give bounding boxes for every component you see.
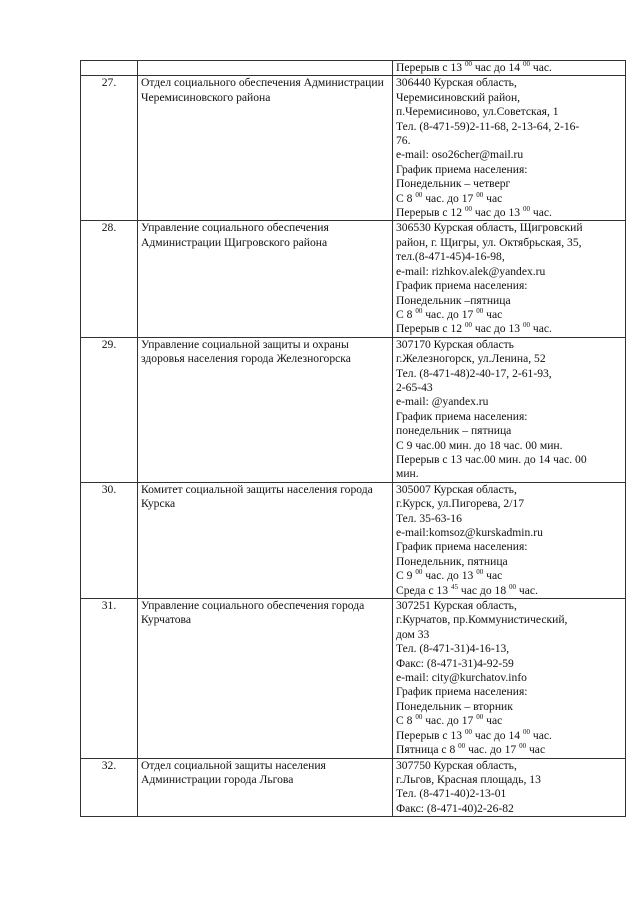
- organization-name-cell: Управление социальной защиты и охраны здоровья населения города Железногорска: [138, 337, 393, 482]
- contact-line: 76.: [396, 134, 411, 148]
- contact-line: Перерыв с 13 час.00 мин. до 14 час. 00: [396, 452, 587, 466]
- contact-info-cell: [393, 758, 626, 817]
- organization-name-cell: Комитет социальной защиты населения города Курска: [138, 482, 393, 598]
- contact-line: Тел. (8-471-59)2-11-68, 2-13-64, 2-16-: [396, 119, 580, 133]
- contact-line: 2-65-43: [396, 380, 433, 394]
- row-number-cell: 29.: [81, 337, 138, 482]
- contact-line: тел.(8-471-45)4-16-98,: [396, 250, 505, 264]
- contact-line: e-mail:komsoz@kurskadmin.ru: [396, 526, 543, 539]
- contact-info-cell: [393, 76, 626, 221]
- contact-info-cell: [393, 61, 626, 76]
- contact-line: Понедельник – вторник: [396, 699, 513, 713]
- organization-name-cell: Управление социального обеспечения Администрации Щигровского района: [138, 221, 393, 337]
- contact-line: понедельник – пятница: [396, 424, 512, 438]
- contact-line: График приема населения:: [396, 279, 528, 293]
- contact-line: г.Курск, ул.Пигорева, 2/17: [396, 497, 525, 511]
- contact-info-cell: [393, 482, 626, 598]
- contact-line: мин.: [396, 467, 419, 481]
- contact-line: Тел. (8-471-31)4-16-13,: [396, 642, 510, 656]
- row-number-cell: 32.: [81, 758, 138, 817]
- row-number-cell: [81, 61, 138, 76]
- contact-info-cell: [393, 337, 626, 482]
- contact-line: Тел. (8-471-40)2-13-01: [396, 787, 507, 801]
- contact-line: e-mail: rizhkov.alek@yandex.ru: [396, 264, 546, 278]
- row-number-cell: 30.: [81, 482, 138, 598]
- contact-info-cell: [393, 599, 626, 758]
- contact-line: район, г. Щигры, ул. Октябрьская, 35,: [396, 235, 582, 249]
- row-number-cell: 31.: [81, 599, 138, 758]
- contact-line: г.Железногорск, ул.Ленина, 52: [396, 352, 546, 366]
- contact-line: Понедельник – четверг: [396, 177, 511, 191]
- contact-line: График приема населения:: [396, 540, 528, 554]
- contact-line: 307251 Курская область,: [396, 599, 517, 613]
- contact-line: г.Льгов, Красная площадь, 13: [396, 772, 541, 786]
- contact-line: г.Курчатов, пр.Коммунистический,: [396, 613, 568, 627]
- contact-line: График приема населения:: [396, 685, 528, 699]
- contact-line: Пятница с 8 $^{00}$ час. до 17 $^{00}$ час: [396, 742, 546, 757]
- contact-line: Черемисиновский район,: [396, 90, 521, 104]
- contact-line: Тел. 35-63-16: [396, 511, 462, 525]
- table-row: [81, 76, 626, 221]
- contact-line: Перерыв с 13 $^{00}$ час до 14 $^{00}$ час.: [396, 727, 552, 742]
- contact-line: 306530 Курская область, Щигровский: [396, 221, 583, 235]
- contact-line: e-mail: city@kurchatov.info: [396, 671, 527, 685]
- table-row-continued: [81, 61, 626, 76]
- organization-name-cell: Отдел социального обеспечения Администрации Черемисиновского района: [138, 76, 393, 221]
- table-row: [81, 482, 626, 598]
- table-row: [81, 221, 626, 337]
- contact-line: 307170 Курская область: [396, 337, 514, 351]
- organization-name-cell: Отдел социальной защиты населения Администрации города Льгова: [138, 758, 393, 817]
- contact-line: дом 33: [396, 627, 430, 641]
- contact-line: Понедельник –пятница: [396, 293, 511, 307]
- contact-line: Понедельник, пятница: [396, 554, 508, 568]
- contact-line: Среда с 13 $^{45}$ час до 18 $^{00}$ час.: [396, 582, 538, 597]
- contact-line: e-mail: oso26cher@mail.ru: [396, 148, 524, 162]
- contact-line: С 9 час.00 мин. до 18 час. 00 мин.: [396, 438, 563, 452]
- contact-line: 307750 Курская область,: [396, 758, 517, 772]
- contact-line: С 9 $^{00}$ час. до 13 $^{00}$ час: [396, 568, 503, 583]
- row-number-cell: 27.: [81, 76, 138, 221]
- social-services-table: [80, 60, 626, 817]
- contact-line: С 8 $^{00}$ час. до 17 $^{00}$ час: [396, 306, 503, 321]
- row-number-cell: 28.: [81, 221, 138, 337]
- table-row: [81, 337, 626, 482]
- contact-line: 306440 Курская область,: [396, 76, 517, 90]
- contact-line: Тел. (8-471-48)2-40-17, 2-61-93,: [396, 366, 552, 380]
- contact-line: п.Черемисиново, ул.Советская, 1: [396, 105, 559, 119]
- contact-line: График приема населения:: [396, 162, 528, 176]
- contact-line: Перерыв с 13 $^{00}$ час до 14 $^{00}$ час.: [396, 60, 552, 74]
- contact-line: С 8 $^{00}$ час. до 17 $^{00}$ час: [396, 190, 503, 205]
- contact-info-cell: [393, 221, 626, 337]
- table-row: [81, 758, 626, 817]
- contact-line: Перерыв с 12 $^{00}$ час до 13 $^{00}$ час.: [396, 321, 552, 336]
- contact-line: График приема населения:: [396, 409, 528, 423]
- contact-line: e-mail: @yandex.ru: [396, 395, 489, 409]
- contact-line: Факс: (8-471-40)2-26-82: [396, 801, 514, 815]
- organization-name-cell: [138, 61, 393, 76]
- contact-line: 305007 Курская область,: [396, 482, 517, 496]
- contact-line: Перерыв с 12 $^{00}$ час до 13 $^{00}$ час.: [396, 205, 552, 220]
- table-row: [81, 599, 626, 758]
- organization-name-cell: Управление социального обеспечения города Курчатова: [138, 599, 393, 758]
- contact-line: Факс: (8-471-31)4-92-59: [396, 656, 514, 670]
- contact-line: С 8 $^{00}$ час. до 17 $^{00}$ час: [396, 713, 503, 728]
